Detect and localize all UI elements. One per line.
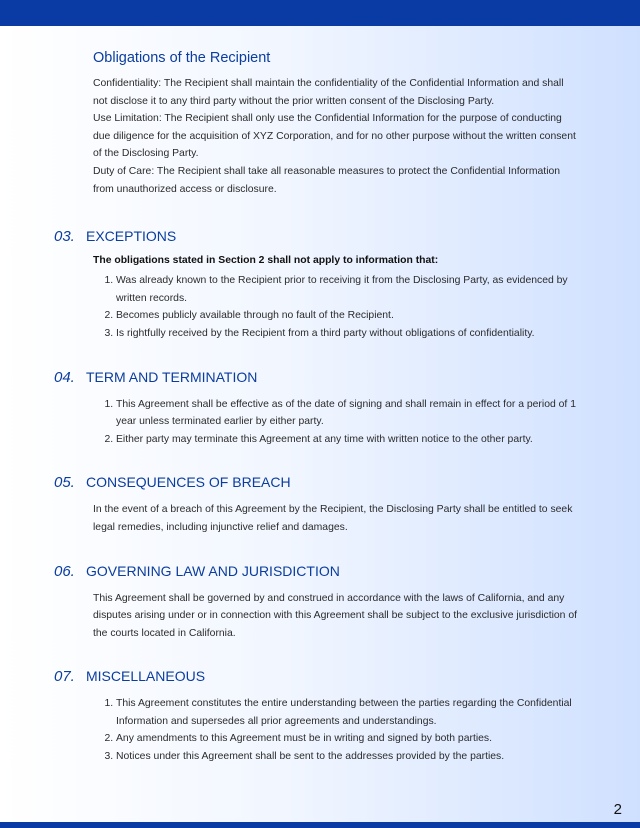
section-number: 04.	[54, 368, 75, 386]
page-number: 2	[613, 801, 622, 818]
section-heading	[54, 474, 640, 491]
section-heading	[54, 668, 640, 685]
governing-law-text: This Agreement shall be governed by and construed in accordance with the laws of California, and any disputes arising under or in connection with this Agreement shall be subject to the exclusive jurisdiction of the courts located in California.	[93, 592, 578, 639]
section-heading	[54, 228, 640, 245]
list-item: 3. Is rightfully received by the Recipient from a third party without obligations of confidentiality.	[116, 325, 582, 343]
exceptions-lead: The obligations stated in Section 2 shall not apply to information that:	[93, 255, 439, 267]
section-breach	[0, 474, 640, 536]
section-heading	[54, 563, 640, 580]
list-item: 1. This Agreement constitutes the entire understanding between the parties regarding the Confidential Information and supersedes all prior agreements and understandings.	[116, 695, 582, 730]
miscellaneous-list	[116, 695, 582, 765]
section-title: GOVERNING LAW AND JURISDICTION	[86, 562, 340, 579]
exceptions-list	[116, 272, 582, 342]
section-number: 03.	[54, 228, 75, 246]
confidentiality-paragraph: Confidentiality: The Recipient shall maintain the confidentiality of the Confidential Information and shall not disclose it to any third party without the prior written consent of the Disclosing Party.	[93, 78, 564, 107]
duty-of-care-paragraph: Duty of Care: The Recipient shall take all reasonable measures to protect the Confidential Information from unauthorized access or disclosure.	[93, 165, 561, 195]
section-title: MISCELLANEOUS	[86, 668, 206, 685]
section-miscellaneous	[0, 668, 640, 765]
section-title: EXCEPTIONS	[86, 228, 177, 245]
list-item: 3. Notices under this Agreement shall be sent to the addresses provided by the parties.	[116, 748, 582, 766]
section-number: 07.	[54, 668, 75, 686]
section-number: 05.	[54, 474, 75, 492]
recipient-obligations-text	[93, 75, 580, 198]
section-exceptions	[0, 228, 640, 342]
section-heading	[54, 369, 640, 386]
section-title: CONSEQUENCES OF BREACH	[86, 474, 291, 491]
header-bar	[0, 0, 640, 26]
recipient-obligations-heading: Obligations of the Recipient	[93, 50, 271, 66]
list-item: 2. Either party may terminate this Agreement at any time with written notice to the other party.	[116, 431, 582, 449]
document-body	[0, 50, 640, 766]
list-item: 2. Becomes publicly available through no fault of the Recipient.	[116, 307, 582, 325]
list-item: 1. Was already known to the Recipient prior to receiving it from the Disclosing Party, as evidenced by written records.	[116, 272, 582, 307]
section-governing-law	[0, 563, 640, 643]
breach-text: In the event of a breach of this Agreement by the Recipient, the Disclosing Party shall be entitled to seek legal remedies, including injunctive relief and damages.	[93, 504, 573, 533]
term-list	[116, 396, 582, 449]
use-limitation-paragraph: Use Limitation: The Recipient shall only use the Confidential Information for the purpose of conducting due diligence for the acquisition of XYZ Corporation, and for no other purpose without the written consent of the Disclosing Party.	[93, 113, 576, 160]
list-item: 1. This Agreement shall be effective as of the date of signing and shall remain in effect for a period of 1 year unless terminated earlier by either party.	[116, 396, 582, 431]
section-title: TERM AND TERMINATION	[86, 368, 258, 385]
list-item: 2. Any amendments to this Agreement must be in writing and signed by both parties.	[116, 730, 582, 748]
section-number: 06.	[54, 562, 75, 580]
section-term	[0, 369, 640, 449]
footer-bar	[0, 822, 640, 828]
